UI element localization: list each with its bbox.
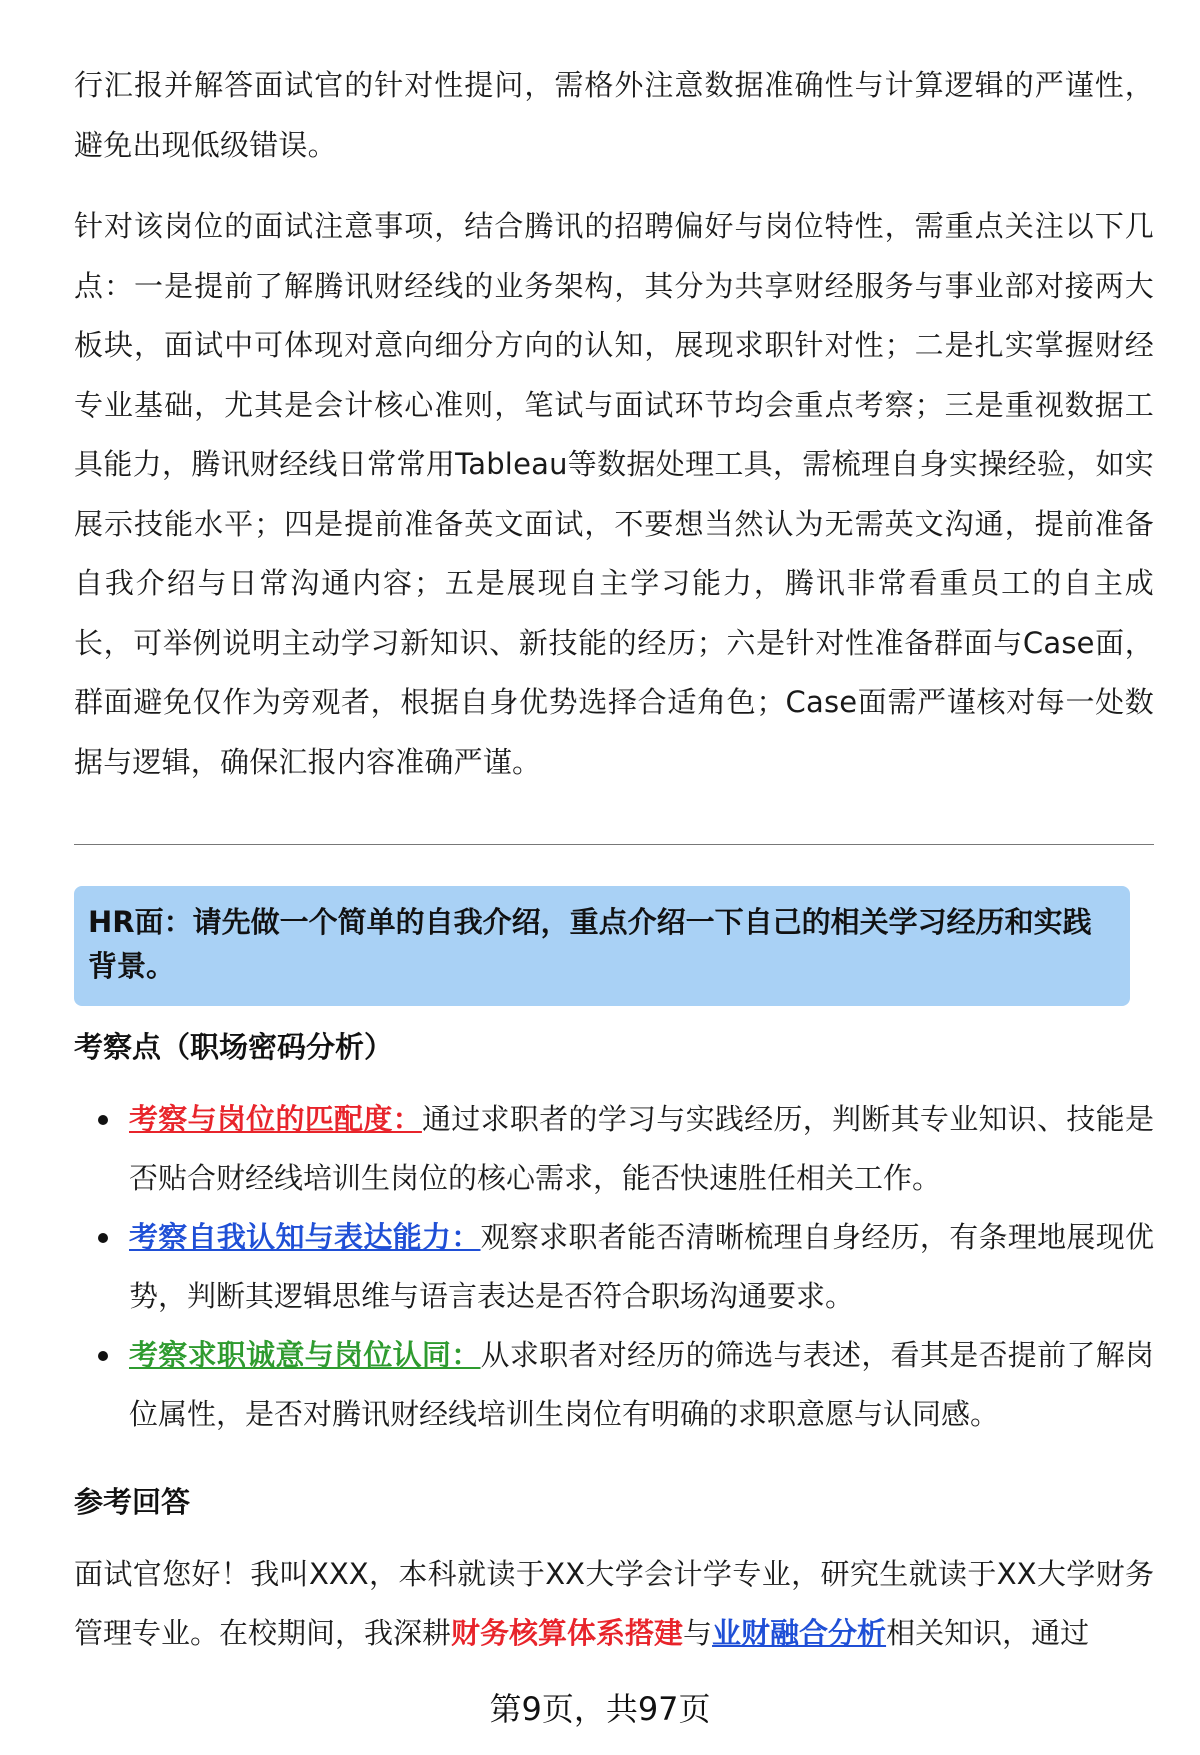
reference-answer <box>74 1545 1154 1663</box>
analysis-heading: 考察点（职场密码分析） <box>74 1030 394 1064</box>
list-item <box>74 1208 1154 1326</box>
paragraph: 针对该岗位的面试注意事项，结合腾讯的招聘偏好与岗位特性，需重点关注以下几点：一是提前了解腾讯财经线的业务架构，其分为共享财经服务与事业部对接两大板块，面试中可体现对意向细分方向的认知，展现求职针对性；二是扎实掌握财经专业基础，尤其是会计核心准则，笔试与面试环节均会重点考察；三是重视数据工具能力，腾讯财经线日常常用Tableau等数据处理工具，需梳理自身实操经验，如实展示技能水平；四是提前准备英文面试，不要想当然认为无需英文沟通，提前准备自我介绍与日常沟通内容；五是展现自主学习能力，腾讯非常看重员工的自主成长，可举例说明主动学习新知识、新技能的经历；六是针对性准备群面与Case面，群面避免仅作为旁观者，根据自身优势选择合适角色；Case面需严谨核对每一处数据与逻辑，确保汇报内容准确严谨。 <box>74 209 1154 779</box>
list-item <box>74 1090 1154 1208</box>
point-key: 考察自我认知与表达能力： <box>129 1220 481 1254</box>
point-key: 考察求职诚意与岗位认同： <box>129 1338 481 1372</box>
point-text: 观察求职者能否清晰梳理自身经历，有条理地展现优势，判断其逻辑思维与语言表达是否符合职场沟通要求。 <box>129 1220 1154 1313</box>
answer-highlight: 财务核算体系搭建 <box>451 1616 684 1650</box>
answer-text: 相关知识，通过 <box>886 1616 1090 1650</box>
answer-highlight: 业财融合分析 <box>712 1616 887 1650</box>
question-callout <box>74 886 1130 1006</box>
body-text <box>74 56 1154 792</box>
bullet-icon <box>98 1351 108 1361</box>
page-indicator: 第9页，共97页 <box>489 1690 711 1728</box>
list-item <box>74 1326 1154 1444</box>
point-text: 从求职者对经历的筛选与表述，看其是否提前了解岗位属性，是否对腾讯财经线培训生岗位有明确的求职意愿与认同感。 <box>129 1338 1154 1431</box>
question-text: HR面：请先做一个简单的自我介绍，重点介绍一下自己的相关学习经历和实践背景。 <box>88 905 1092 983</box>
point-key: 考察与岗位的匹配度： <box>129 1102 422 1136</box>
divider <box>74 844 1154 845</box>
reference-heading: 参考回答 <box>74 1485 191 1519</box>
answer-text: 与 <box>683 1616 713 1650</box>
answer-text: 面试官您好！我叫XXX，本科就读于XX大学会计学专业，研究生就读于XX大学财务管理专业。在校期间，我深耕 <box>74 1557 1154 1650</box>
bullet-icon <box>98 1233 108 1243</box>
analysis-points <box>74 1090 1154 1444</box>
point-text: 通过求职者的学习与实践经历，判断其专业知识、技能是否贴合财经线培训生岗位的核心需求，能否快速胜任相关工作。 <box>129 1102 1154 1195</box>
paragraph: 行汇报并解答面试官的针对性提问，需格外注意数据准确性与计算逻辑的严谨性，避免出现低级错误。 <box>74 68 1154 162</box>
bullet-icon <box>98 1115 108 1125</box>
